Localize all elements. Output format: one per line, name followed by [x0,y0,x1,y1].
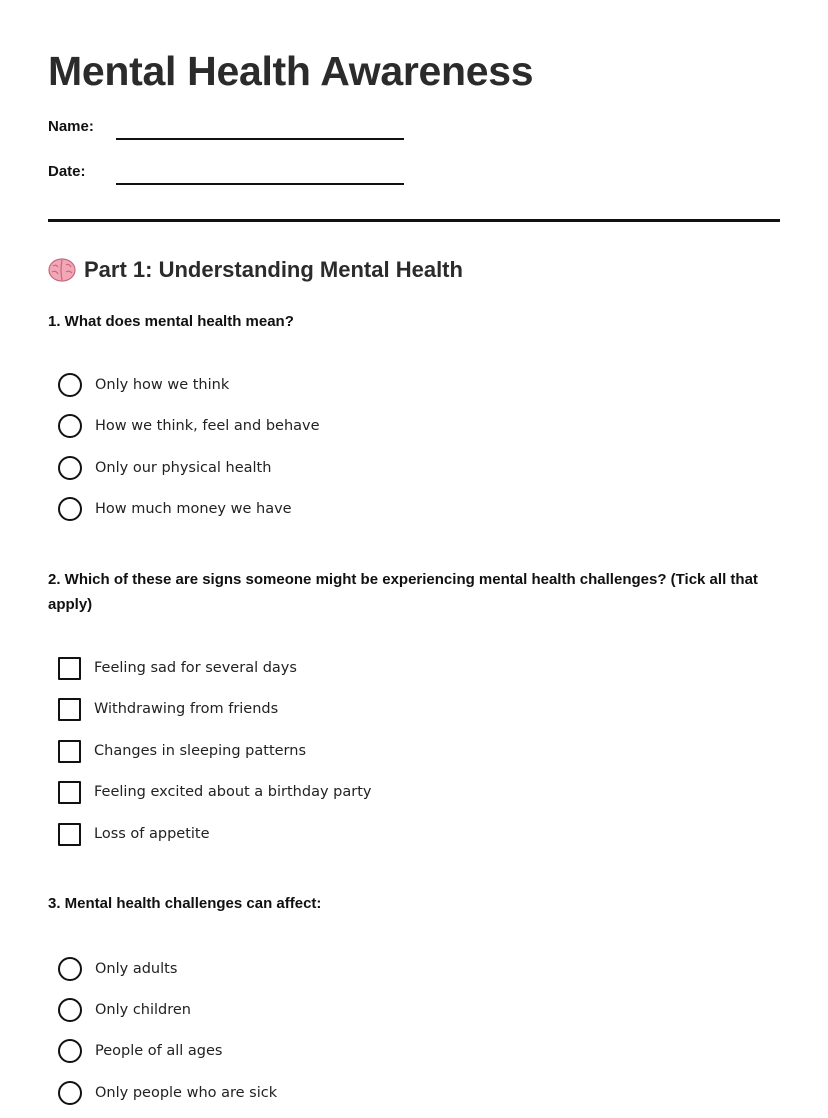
checkbox[interactable] [58,698,81,721]
radio-button[interactable] [58,1039,82,1063]
radio-button[interactable] [58,497,82,521]
option-label: Only children [95,1002,191,1018]
date-input-line[interactable] [116,183,404,185]
question-1: 1. What does mental health mean? [48,313,294,330]
radio-button[interactable] [58,456,82,480]
name-label: Name: [48,118,94,135]
radio-button[interactable] [58,957,82,981]
q1-option-3[interactable] [58,455,271,481]
q1-option-1[interactable] [58,372,229,398]
header-divider [48,219,780,222]
q2-option-4[interactable] [58,779,371,805]
option-label: Withdrawing from friends [94,701,279,717]
radio-button[interactable] [58,414,82,438]
date-label: Date: [48,163,86,180]
option-label: Only people who are sick [95,1085,278,1101]
question-2: 2. Which of these are signs someone might be experiencing mental health challenges? (Tick all that apply) [48,571,758,613]
option-label: Loss of appetite [94,826,210,842]
name-field[interactable] [48,118,408,148]
question-3: 3. Mental health challenges can affect: [48,895,322,912]
option-label: Only how we think [95,377,230,393]
name-input-line[interactable] [116,138,404,140]
option-label: Feeling sad for several days [94,660,297,676]
checkbox[interactable] [58,823,81,846]
option-label: Only our physical health [95,460,272,476]
option-label: People of all ages [95,1043,223,1059]
option-label: How much money we have [95,501,292,517]
section-title-part-1 [48,257,463,283]
section-title-text: Part 1: Understanding Mental Health [84,257,463,282]
q1-option-4[interactable] [58,496,292,522]
q2-option-1[interactable] [58,655,297,681]
q3-option-3[interactable] [58,1038,222,1064]
q3-option-1[interactable] [58,956,177,982]
option-label: Feeling excited about a birthday party [94,784,372,800]
radio-button[interactable] [58,998,82,1022]
radio-button[interactable] [58,373,82,397]
q3-option-4[interactable] [58,1080,277,1106]
option-label: How we think, feel and behave [95,418,320,434]
radio-button[interactable] [58,1081,82,1105]
q2-option-2[interactable] [58,696,278,722]
date-field[interactable] [48,163,408,193]
checkbox[interactable] [58,740,81,763]
q3-option-2[interactable] [58,997,191,1023]
option-label: Only adults [95,961,178,977]
q2-option-5[interactable] [58,821,210,847]
page-title: Mental Health Awareness [48,48,534,94]
option-label: Changes in sleeping patterns [94,743,306,759]
q1-option-2[interactable] [58,413,320,439]
brain-icon [48,257,76,283]
q2-option-3[interactable] [58,738,306,764]
checkbox[interactable] [58,781,81,804]
checkbox[interactable] [58,657,81,680]
